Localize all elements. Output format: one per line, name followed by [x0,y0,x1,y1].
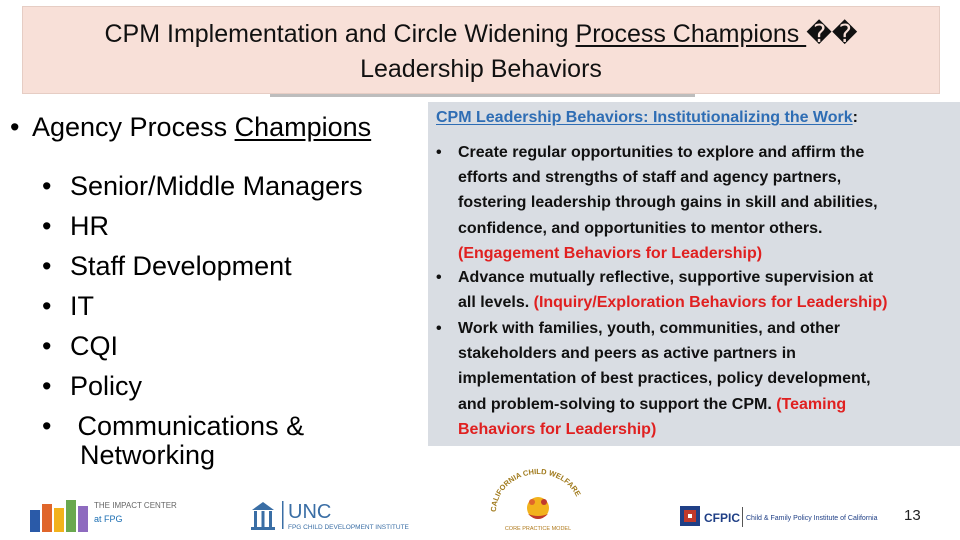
bullet-text-line: confidence, and opportunities to mentor others. [458,219,823,237]
title-divider [270,94,695,97]
cfpic-logo [680,502,880,532]
slide-title-line-1 [23,19,939,49]
bullet-icon: • [436,144,442,161]
title-prefix: CPM Implementation and Circle Widening [104,20,576,48]
list-item-label: Policy [70,371,143,401]
bullet-text-line: and problem-solving to support the CPM. [458,395,777,413]
unc-fpg-logo [248,498,448,532]
leadership-behaviors-panel [428,102,960,446]
page-number: 13 [904,507,921,524]
panel-title [436,109,858,127]
bullet-text-line: Create regular opportunities to explore and affirm the [458,144,865,161]
list-item-label: Communications & [70,411,305,441]
bullet-text-line: all levels. [458,294,534,312]
panel-title-colon: : [852,109,858,126]
ccw-arc-text: CALIFORNIA CHILD WELFARE [488,468,583,513]
list-item-label: Staff Development [70,251,292,281]
list-item [42,166,363,206]
bullet-text-line: fostering leadership through gains in skill and abilities, [458,194,878,212]
behavior-tag: (Inquiry/Exploration Behaviors for Leadership) [533,294,888,312]
agency-process-champions-heading [10,112,371,143]
bullet-icon: • [42,291,52,321]
panel-title-text: CPM Leadership Behaviors: Institutionalizing the Work [436,109,853,126]
bullet-icon: • [42,331,52,361]
bullet-icon: • [42,411,52,441]
bullet-icon: • [42,371,52,401]
cfpic-emblem-icon [680,506,700,526]
bullet-icon: • [42,171,52,201]
heading-champions: Champions [234,112,372,142]
bullet-text-line: efforts and strengths of staff and agency partners, [458,169,842,187]
fpg-label: FPG CHILD DEVELOPMENT INSTITUTE [288,524,409,531]
bullet-icon: • [42,251,52,281]
bullet-icon: • [42,211,52,241]
behavior-tag: (Teaming [776,395,847,413]
heading-prefix: Agency Process [32,112,235,142]
impact-center-sub: at FPG [94,514,123,524]
bullet-icon: • [436,320,442,337]
list-item [42,286,363,326]
bullet-text-line: Advance mutually reflective, supportive supervision at [458,269,874,286]
bullet-text-line: Work with families, youth, communities, and other [458,320,840,337]
slide-title-box [22,6,940,94]
list-item-continuation: Networking [80,440,216,470]
list-item-label: IT [70,291,94,321]
bullet-text-line: stakeholders and peers as active partners in [458,345,796,363]
cfpic-full-name: Child & Family Policy Institute of California [746,515,878,522]
slide-title-line-2: Leadership Behaviors [360,55,602,83]
impact-center-logo [30,496,190,532]
list-item-label: Senior/Middle Managers [70,171,363,201]
behavior-tag: (Engagement Behaviors for Leadership) [458,244,763,262]
bullet-text-line: implementation of best practices, policy development, [458,370,871,388]
title-process-champions: Process Champions [575,20,807,48]
bullet-icon: • [10,112,20,142]
behavior-tag: Behaviors for Leadership) [458,420,657,438]
list-item [42,206,363,246]
title-unknown-glyphs: �� [806,20,858,48]
bullet-icon: • [436,269,442,286]
ccw-sub-text: CORE PRACTICE MODEL [504,526,572,532]
cfpic-wordmark: CFPIC [704,511,740,525]
list-item [42,366,363,406]
unc-wordmark: UNC [288,501,332,523]
old-well-icon [251,502,275,530]
list-item [42,326,363,366]
california-child-welfare-cpm-logo [478,468,598,538]
impact-center-name: THE IMPACT CENTER [94,501,177,510]
list-item [42,246,363,286]
champions-list [42,166,363,446]
list-item-label: HR [70,211,109,241]
list-item-label: CQI [70,331,119,361]
